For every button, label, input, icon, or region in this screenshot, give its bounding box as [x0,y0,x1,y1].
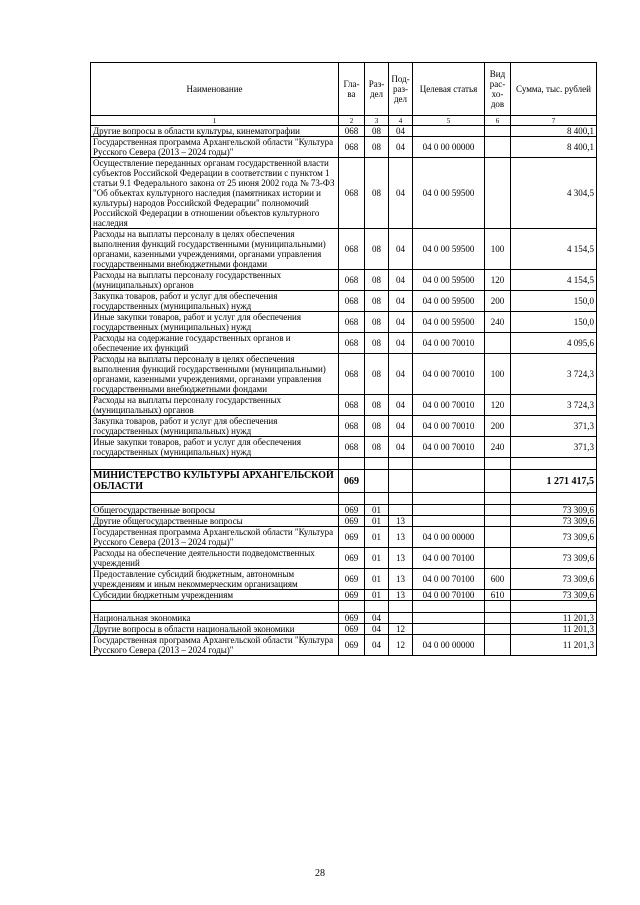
column-number: 6 [485,116,511,126]
table-row [91,395,597,416]
row-glava: 068 [339,416,365,437]
row-vid [485,527,511,548]
row-glava: 069 [339,624,365,635]
row-razdel: 08 [365,416,389,437]
row-sum: 4 304,5 [511,158,597,229]
row-glava: 068 [339,291,365,312]
row-sum: 8 400,1 [511,126,597,137]
table-row [91,158,597,229]
row-sum: 4 095,6 [511,333,597,354]
row-glava [339,458,365,470]
row-podrazdel: 04 [389,229,413,270]
row-glava: 069 [339,516,365,527]
row-podrazdel: 04 [389,312,413,333]
row-sum: 3 724,3 [511,395,597,416]
row-name [91,601,339,613]
table-row [91,333,597,354]
row-name: Государственная программа Архангельской области "Культура Русского Севера (2013 – 2024 годы)" [91,635,339,656]
row-target: 04 0 00 70010 [413,395,485,416]
row-sum: 11 201,3 [511,635,597,656]
row-target: 04 0 00 70100 [413,590,485,601]
row-name: Государственная программа Архангельской области "Культура Русского Севера (2013 – 2024 годы)" [91,137,339,158]
table-row [91,624,597,635]
row-razdel: 01 [365,505,389,516]
row-sum: 1 271 417,5 [511,470,597,493]
row-name: Закупка товаров, работ и услуг для обеспечения государственных (муниципальных) нужд [91,416,339,437]
header-razdel: Раз-дел [365,63,389,116]
row-sum [511,601,597,613]
row-sum: 11 201,3 [511,624,597,635]
row-glava: 068 [339,312,365,333]
row-vid: 200 [485,416,511,437]
budget-table [90,62,597,656]
row-glava: 068 [339,354,365,395]
row-glava: 068 [339,126,365,137]
row-vid [485,505,511,516]
row-podrazdel: 04 [389,291,413,312]
row-glava: 069 [339,635,365,656]
column-number-row [91,116,597,126]
table-row [91,126,597,137]
column-number: 5 [413,116,485,126]
header-vid: Вид рас-хо-дов [485,63,511,116]
table-body [91,126,597,656]
row-target: 04 0 00 70100 [413,569,485,590]
row-name: Расходы на выплаты персоналу государственных (муниципальных) органов [91,270,339,291]
row-razdel [365,493,389,505]
row-vid [485,516,511,527]
table-row [91,229,597,270]
row-sum: 150,0 [511,291,597,312]
row-podrazdel: 04 [389,437,413,458]
page-number: 28 [315,868,325,879]
row-sum: 73 309,6 [511,548,597,569]
row-sum: 150,0 [511,312,597,333]
row-vid: 100 [485,354,511,395]
row-name: Субсидии бюджетным учреждениям [91,590,339,601]
row-glava: 069 [339,590,365,601]
row-name [91,458,339,470]
row-glava: 068 [339,158,365,229]
header-target: Целевая статья [413,63,485,116]
row-podrazdel [389,493,413,505]
row-podrazdel: 04 [389,126,413,137]
row-vid: 120 [485,395,511,416]
row-vid [485,635,511,656]
row-target: 04 0 00 59500 [413,291,485,312]
row-razdel: 08 [365,312,389,333]
row-vid: 200 [485,291,511,312]
row-name: МИНИСТЕРСТВО КУЛЬТУРЫ АРХАНГЕЛЬСКОЙ ОБЛАСТИ [91,470,339,493]
row-podrazdel: 12 [389,624,413,635]
row-name: Расходы на выплаты персоналу в целях обеспечения выполнения функций государственными (муниципальными) органами, казенными учреждениями, органами управления государственными внебюджетными фондами [91,354,339,395]
row-target [413,470,485,493]
row-sum: 73 309,6 [511,527,597,548]
header-row [91,63,597,116]
row-sum: 371,3 [511,416,597,437]
column-number: 7 [511,116,597,126]
row-target: 04 0 00 70010 [413,416,485,437]
row-vid: 100 [485,229,511,270]
row-vid [485,137,511,158]
row-vid [485,548,511,569]
row-razdel: 08 [365,229,389,270]
column-number: 1 [91,116,339,126]
row-sum: 371,3 [511,437,597,458]
row-target [413,126,485,137]
row-podrazdel: 04 [389,158,413,229]
row-sum [511,458,597,470]
spacer-row [91,601,597,613]
row-vid [485,613,511,624]
row-target: 04 0 00 00000 [413,635,485,656]
row-podrazdel: 13 [389,516,413,527]
table-row [91,437,597,458]
row-vid [485,624,511,635]
header-podrazdel: Под-раз-дел [389,63,413,116]
table-row [91,137,597,158]
header-name: Наименование [91,63,339,116]
table-row [91,270,597,291]
row-podrazdel: 04 [389,270,413,291]
row-vid [485,126,511,137]
row-razdel: 08 [365,395,389,416]
row-name: Другие вопросы в области культуры, кинематографии [91,126,339,137]
row-name: Государственная программа Архангельской области "Культура Русского Севера (2013 – 2024 годы)" [91,527,339,548]
table-row [91,569,597,590]
row-podrazdel: 13 [389,590,413,601]
row-name: Иные закупки товаров, работ и услуг для обеспечения государственных (муниципальных) нужд [91,437,339,458]
row-vid: 610 [485,590,511,601]
row-podrazdel [389,601,413,613]
row-razdel: 04 [365,624,389,635]
row-razdel: 01 [365,527,389,548]
row-glava: 069 [339,470,365,493]
row-vid: 240 [485,437,511,458]
row-target: 04 0 00 59500 [413,270,485,291]
row-sum: 3 724,3 [511,354,597,395]
row-vid [485,470,511,493]
row-glava: 069 [339,613,365,624]
row-glava: 069 [339,569,365,590]
row-razdel [365,458,389,470]
column-number: 3 [365,116,389,126]
row-target: 04 0 00 00000 [413,137,485,158]
row-vid: 240 [485,312,511,333]
row-podrazdel [389,458,413,470]
row-podrazdel: 04 [389,137,413,158]
table-row [91,527,597,548]
row-glava: 068 [339,229,365,270]
row-podrazdel: 13 [389,548,413,569]
table-row [91,516,597,527]
row-target: 04 0 00 59500 [413,312,485,333]
row-razdel: 08 [365,354,389,395]
row-target [413,613,485,624]
table-row [91,470,597,493]
row-sum [511,493,597,505]
table-row [91,291,597,312]
table-row [91,613,597,624]
row-target: 04 0 00 70100 [413,548,485,569]
row-podrazdel [389,505,413,516]
row-glava: 068 [339,395,365,416]
column-number: 2 [339,116,365,126]
spacer-row [91,493,597,505]
row-target [413,458,485,470]
row-glava: 069 [339,505,365,516]
row-target [413,505,485,516]
row-glava [339,601,365,613]
row-target [413,493,485,505]
spacer-row [91,458,597,470]
row-target: 04 0 00 70010 [413,437,485,458]
row-glava: 068 [339,137,365,158]
table-row [91,548,597,569]
row-glava: 068 [339,437,365,458]
row-target [413,624,485,635]
row-razdel: 01 [365,516,389,527]
row-target: 04 0 00 70010 [413,354,485,395]
header-glava: Гла-ва [339,63,365,116]
row-name: Осуществление переданных органам государственной власти субъектов Российской Федерации в соответствии с пунктом 1 статьи 9.1 Федерального закона от 25 июня 2002 года № 73-ФЗ "Об объектах культурного наследия (памятниках истории и культуры) народов Российской Федерации" полномочий Российской Федерации в отношении объектов культурного наследия [91,158,339,229]
row-target: 04 0 00 00000 [413,527,485,548]
row-sum: 73 309,6 [511,516,597,527]
row-razdel: 01 [365,548,389,569]
row-razdel: 04 [365,613,389,624]
table-row [91,590,597,601]
row-razdel: 08 [365,137,389,158]
row-razdel: 08 [365,437,389,458]
row-sum: 73 309,6 [511,590,597,601]
row-sum: 73 309,6 [511,505,597,516]
row-podrazdel: 13 [389,527,413,548]
row-target: 04 0 00 59500 [413,229,485,270]
row-podrazdel: 04 [389,333,413,354]
row-name: Общегосударственные вопросы [91,505,339,516]
row-vid [485,493,511,505]
row-name: Расходы на обеспечение деятельности подведомственных учреждений [91,548,339,569]
row-name: Расходы на выплаты персоналу государственных (муниципальных) органов [91,395,339,416]
column-number: 4 [389,116,413,126]
row-sum: 11 201,3 [511,613,597,624]
row-sum: 8 400,1 [511,137,597,158]
row-podrazdel: 04 [389,395,413,416]
table-row [91,354,597,395]
table-row [91,635,597,656]
row-glava: 069 [339,527,365,548]
row-vid: 600 [485,569,511,590]
row-target: 04 0 00 70010 [413,333,485,354]
row-glava: 068 [339,270,365,291]
row-sum: 4 154,5 [511,229,597,270]
row-vid [485,158,511,229]
row-sum: 4 154,5 [511,270,597,291]
row-glava: 069 [339,548,365,569]
row-target [413,516,485,527]
row-name: Другие общегосударственные вопросы [91,516,339,527]
row-vid [485,601,511,613]
row-razdel: 01 [365,569,389,590]
row-name: Расходы на выплаты персоналу в целях обеспечения выполнения функций государственными (муниципальными) органами, казенными учреждениями, органами управления государственными внебюджетными фондами [91,229,339,270]
row-razdel: 08 [365,126,389,137]
table-row [91,505,597,516]
header-sum: Сумма, тыс. рублей [511,63,597,116]
row-name: Иные закупки товаров, работ и услуг для обеспечения государственных (муниципальных) нужд [91,312,339,333]
row-podrazdel: 04 [389,416,413,437]
row-vid [485,458,511,470]
row-podrazdel: 04 [389,354,413,395]
row-name: Национальная экономика [91,613,339,624]
table-row [91,416,597,437]
row-glava: 068 [339,333,365,354]
row-razdel: 08 [365,158,389,229]
row-name: Другие вопросы в области национальной экономики [91,624,339,635]
row-target [413,601,485,613]
row-razdel [365,470,389,493]
table-row [91,312,597,333]
row-glava [339,493,365,505]
row-name [91,493,339,505]
row-vid [485,333,511,354]
row-razdel: 01 [365,590,389,601]
row-name: Расходы на содержание государственных органов и обеспечение их функций [91,333,339,354]
row-razdel: 08 [365,291,389,312]
row-name: Предоставление субсидий бюджетным, автономным учреждениям и иным некоммерческим организациям [91,569,339,590]
row-target: 04 0 00 59500 [413,158,485,229]
row-sum: 73 309,6 [511,569,597,590]
row-podrazdel [389,470,413,493]
row-name: Закупка товаров, работ и услуг для обеспечения государственных (муниципальных) нужд [91,291,339,312]
row-vid: 120 [485,270,511,291]
row-razdel [365,601,389,613]
row-podrazdel [389,613,413,624]
row-razdel: 08 [365,333,389,354]
row-razdel: 08 [365,270,389,291]
row-podrazdel: 13 [389,569,413,590]
row-razdel: 04 [365,635,389,656]
row-podrazdel: 12 [389,635,413,656]
